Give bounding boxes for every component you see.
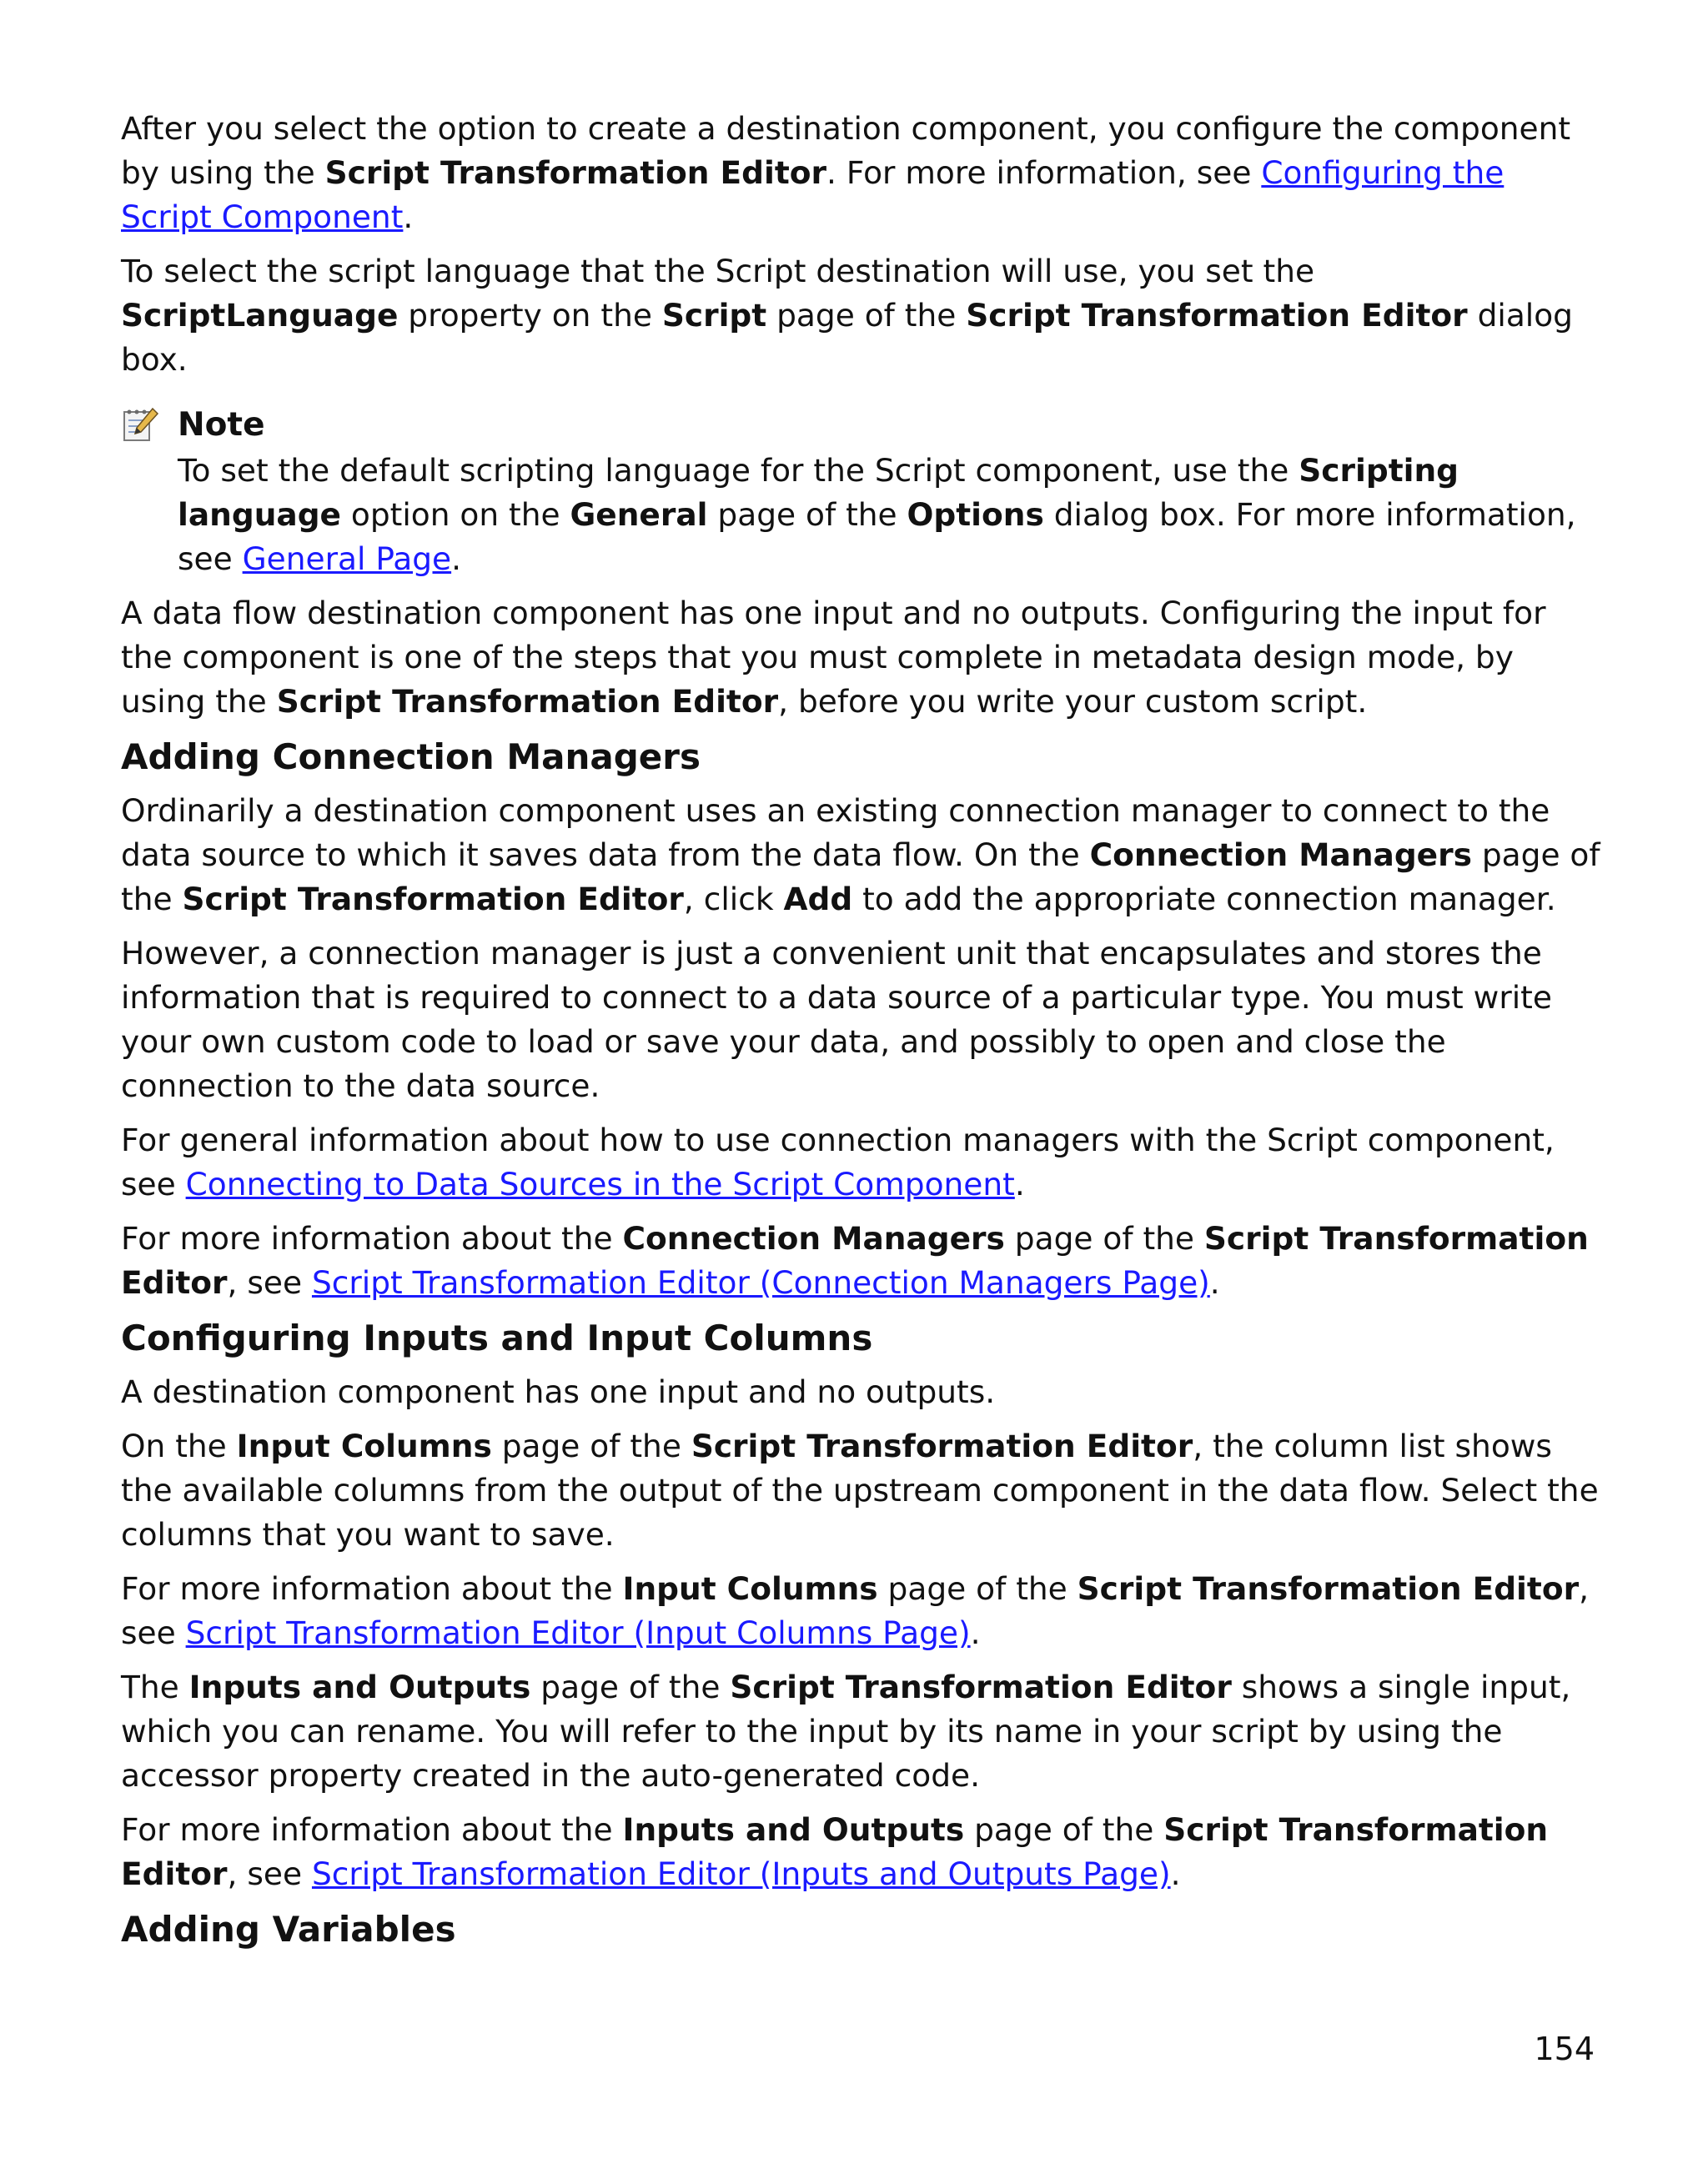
bold-term: Connection Managers	[622, 1220, 1005, 1257]
paragraph-connection-managers-page	[121, 1217, 1601, 1305]
link-connection-managers-page[interactable]: Script Transformation Editor (Connection Managers Page)	[311, 1264, 1210, 1301]
text: For more information about the	[121, 1570, 623, 1607]
note-label: Note	[178, 406, 265, 444]
link-inputs-outputs-page[interactable]: Script Transformation Editor (Inputs and Outputs Page)	[311, 1855, 1171, 1892]
link-input-columns-page[interactable]: Script Transformation Editor (Input Columns Page)	[185, 1614, 971, 1651]
text: page of the	[964, 1811, 1164, 1848]
paragraph-inputs-and-outputs	[121, 1665, 1601, 1798]
text: , the column list shows the available columns from the output of the upstream component in the data flow. Select the columns that you want to save.	[121, 1428, 1599, 1553]
text: .	[1014, 1166, 1025, 1202]
text: A destination component has one input and no outputs.	[121, 1373, 996, 1410]
bold-term: Script Transformation Editor	[182, 881, 684, 917]
text: page of the	[1004, 1220, 1204, 1257]
paragraph-intro	[121, 107, 1601, 239]
bold-term: Scripting language	[178, 452, 1459, 533]
bold-term: Inputs and Outputs	[188, 1669, 531, 1705]
text: For general information about how to use connection managers with the Script component, see	[121, 1122, 1555, 1202]
note-header	[121, 404, 1601, 444]
text: page of the	[530, 1669, 731, 1705]
paragraph-input-columns-page	[121, 1567, 1601, 1655]
text: .	[403, 198, 414, 235]
bold-term: Script Transformation Editor	[1077, 1570, 1580, 1607]
paragraph-input-columns	[121, 1424, 1601, 1557]
bold-term: Script Transformation Editor	[324, 154, 827, 191]
link-connecting-data-sources[interactable]: Connecting to Data Sources in the Script Component	[185, 1166, 1015, 1202]
bold-term: Script Transformation Editor	[276, 683, 779, 720]
bold-term: Input Columns	[236, 1428, 492, 1464]
text: shows a single input, which you can rename. You will refer to the input by its name in your script by using the accessor property created in the auto-generated code.	[121, 1669, 1571, 1794]
document-body	[121, 107, 1601, 1961]
link-general-page[interactable]: General Page	[242, 540, 452, 577]
paragraph-one-input	[121, 1370, 1601, 1414]
text: However, a connection manager is just a convenient unit that encapsulates and stores the information that is required to connect to a data source of a particular type. You must write your own custom code to load or save your data, and possibly to open and close the connection to the data source.	[121, 935, 1552, 1104]
bold-term: ScriptLanguage	[121, 297, 399, 334]
text: Ordinarily a destination component uses an existing connection manager to connect to the data source to which it saves data from the data flow. On the	[121, 792, 1550, 873]
text: On the	[121, 1428, 237, 1464]
note-text	[178, 449, 1601, 581]
text: , click	[683, 881, 784, 917]
text: , see	[227, 1264, 312, 1301]
text: . For more information, see	[826, 154, 1262, 191]
page-number: 154	[1534, 2031, 1595, 2067]
bold-term: Input Columns	[622, 1570, 878, 1607]
bold-term: Inputs and Outputs	[622, 1811, 965, 1848]
bold-term: Script Transformation Editor	[730, 1669, 1232, 1705]
text: dialog box.	[121, 297, 1573, 378]
bold-term: Script Transformation Editor	[966, 297, 1468, 334]
bold-term: Connection Managers	[1089, 836, 1472, 873]
paragraph-data-flow-destination	[121, 591, 1601, 724]
bold-term: Options	[907, 496, 1044, 533]
text: After you select the option to create a destination component, you configure the component by using the	[121, 110, 1571, 191]
paragraph-custom-code	[121, 931, 1601, 1108]
text: option on the	[340, 496, 570, 533]
text: A data flow destination component has one input and no outputs. Configuring the input for the component is one of the steps that you must complete in metadata design mode, by using the	[121, 595, 1546, 720]
text: , before you write your custom script.	[778, 683, 1368, 720]
text: , see	[227, 1855, 312, 1892]
text: To select the script language that the Script destination will use, you set the	[121, 253, 1315, 289]
heading-configuring-inputs: Configuring Inputs and Input Columns	[121, 1318, 873, 1358]
link-configuring-script-component[interactable]: Configuring the Script Component	[121, 154, 1505, 235]
bold-term: General	[570, 496, 708, 533]
text: page of the	[121, 836, 1600, 917]
text: .	[1209, 1264, 1220, 1301]
bold-term: Script Transformation Editor	[121, 1220, 1589, 1301]
note-pad-icon	[121, 405, 159, 444]
text: page of the	[766, 297, 967, 334]
text: page of the	[707, 496, 907, 533]
text: The	[121, 1669, 189, 1705]
text: page of the	[877, 1570, 1078, 1607]
bold-term: Script Transformation Editor	[121, 1811, 1549, 1892]
text: property on the	[398, 297, 662, 334]
paragraph-inputs-outputs-page	[121, 1808, 1601, 1896]
text: dialog box. For more information, see	[178, 496, 1576, 577]
paragraph-script-language	[121, 249, 1601, 382]
bold-term: Add	[783, 881, 853, 917]
text: page of the	[491, 1428, 691, 1464]
paragraph-connection-manager	[121, 789, 1601, 921]
bold-term: Script	[661, 297, 767, 334]
text: .	[451, 540, 462, 577]
text: , see	[121, 1570, 1590, 1651]
heading-adding-variables: Adding Variables	[121, 1909, 456, 1950]
bold-term: Script Transformation Editor	[691, 1428, 1193, 1464]
text: For more information about the	[121, 1811, 623, 1848]
note-box	[121, 404, 1601, 581]
text: .	[1170, 1855, 1181, 1892]
paragraph-general-info	[121, 1118, 1601, 1207]
text: to add the appropriate connection manager.	[852, 881, 1556, 917]
heading-adding-connection-managers: Adding Connection Managers	[121, 736, 701, 777]
text: .	[970, 1614, 981, 1651]
text: For more information about the	[121, 1220, 623, 1257]
text: To set the default scripting language for the Script component, use the	[178, 452, 1299, 489]
